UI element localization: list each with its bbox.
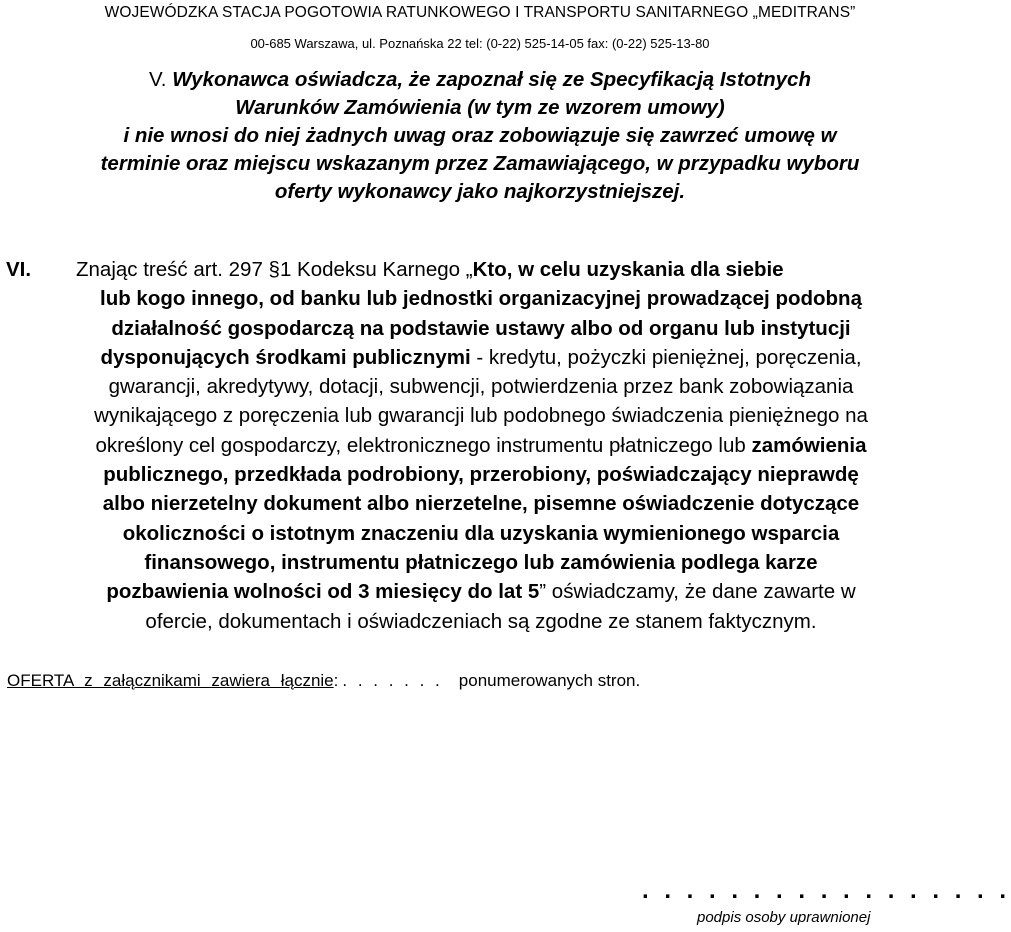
section-v-line: oferty wykonawcy jako najkorzystniejszej.	[274, 180, 686, 203]
section-v-number: V.	[149, 68, 167, 91]
section-vi-line: określony cel gospodarczy, elektronicznego instrumentu płatniczego lub zamówienia	[95, 433, 867, 457]
section-vi-line: VI. Znając treść art. 297 §1 Kodeksu Karnego „Kto, w celu uzyskania dla siebie	[6, 255, 956, 284]
section-vi-number: VI.	[6, 258, 32, 281]
section-vi-line: wynikającego z poręczenia lub gwarancji lub podobnego świadczenia pieniężnego na	[94, 404, 868, 428]
signature-line[interactable]: . . . . . . . . . . . . . . . . .	[642, 877, 1011, 904]
page-count-label: OFERTA z załącznikami zawiera łącznie	[7, 671, 334, 690]
section-v-line: terminie oraz miejscu wskazanym przez Zamawiającego, w przypadku wyboru	[100, 152, 860, 175]
section-v-line: i nie wnosi do niej żadnych uwag oraz zobowiązuje się zawrzeć umowę w	[123, 124, 837, 147]
section-vi-line: publicznego, przedkłada podrobiony, przerobiony, poświadczający nieprawdę	[103, 463, 859, 487]
page-count-suffix: ponumerowanych stron.	[458, 671, 641, 690]
section-vi-line: okoliczności o istotnym znaczeniu dla uzyskania wymienionego wsparcia	[122, 521, 840, 545]
signature-label: podpis osoby uprawnionej	[697, 909, 871, 926]
section-vi-line: finansowego, instrumentu płatniczego lub zamówienia podlega karze	[144, 550, 818, 574]
section-vi-line: lub kogo innego, od banku lub jednostki organizacyjnej prowadzącej podobną	[100, 287, 862, 311]
institution-address: 00-685 Warszawa, ul. Poznańska 22 tel: (0-22) 525-14-05 fax: (0-22) 525-13-80	[250, 36, 710, 51]
section-vi	[6, 255, 956, 636]
section-v-line: V. Wykonawca oświadcza, że zapoznał się ze Specyfikacją Istotnych	[149, 68, 811, 91]
institution-header: WOJEWÓDZKA STACJA POGOTOWIA RATUNKOWEGO I TRANSPORTU SANITARNEGO „MEDITRANS”	[104, 4, 856, 21]
section-v	[0, 66, 960, 206]
section-vi-line: działalność gospodarczą na podstawie ustawy albo od organu lub instytucji	[111, 316, 851, 340]
section-vi-line: ofercie, dokumentach i oświadczeniach są zgodne ze stanem faktycznym.	[145, 609, 817, 633]
section-v-line: Warunków Zamówienia (w tym ze wzorem umowy)	[235, 96, 725, 119]
section-vi-line: dysponujących środkami publicznymi - kredytu, pożyczki pieniężnej, poręczenia,	[100, 345, 862, 369]
section-vi-line: albo nierzetelny dokument albo nierzetelne, pisemne oświadczenie dotyczące	[102, 492, 860, 516]
page-count-statement: OFERTA z załącznikami zawiera łącznie: . . . . . . . ponumerowanych stron.	[7, 671, 641, 690]
page-count-field[interactable]: . . . . . . .	[342, 671, 443, 690]
section-vi-line: gwarancji, akredytywy, dotacji, subwencji, potwierdzenia przez bank zobowiązania	[108, 375, 854, 399]
section-vi-line: pozbawienia wolności od 3 miesięcy do lat 5” oświadczamy, że dane zawarte w	[106, 580, 856, 604]
